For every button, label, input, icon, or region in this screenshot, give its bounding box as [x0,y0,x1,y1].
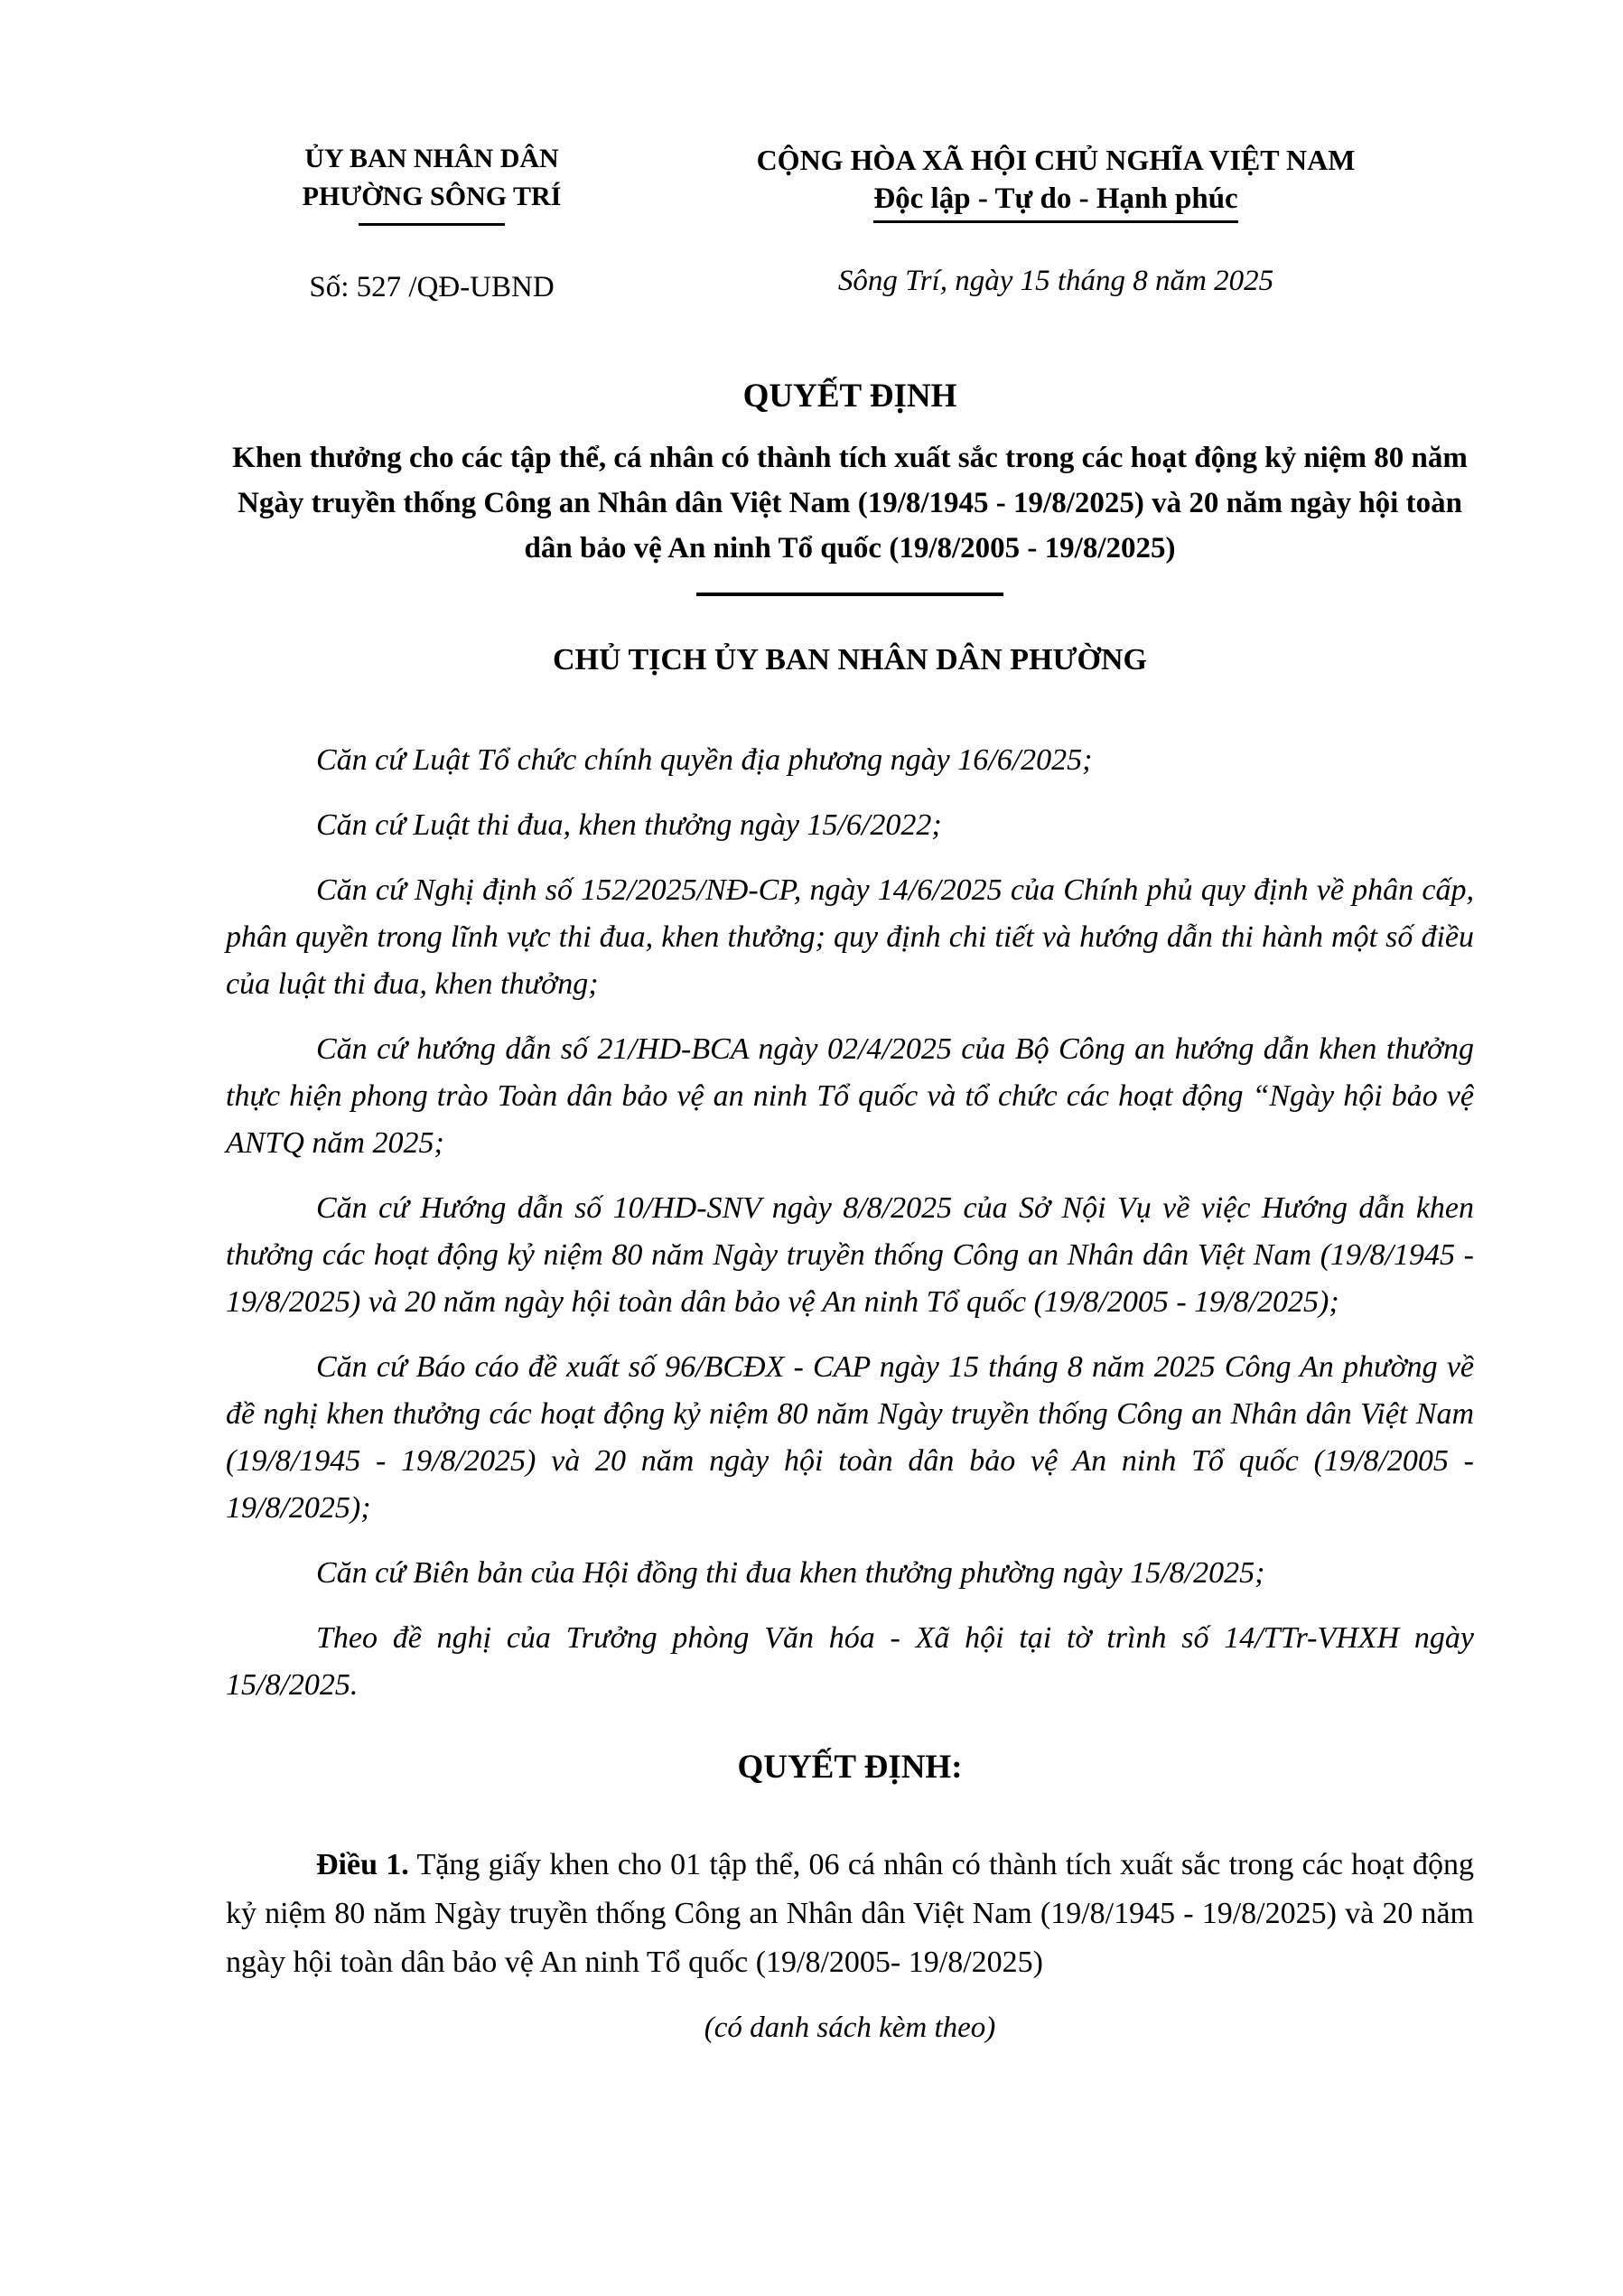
document-subtitle: Khen thưởng cho các tập thể, cá nhân có thành tích xuất sắc trong các hoạt động kỷ niệm 80 năm Ngày truyền thống Công an Nhân dân Việt Nam (19/8/1945 - 19/8/2025) và 20 năm ngày hội toàn dân bảo vệ An ninh Tổ quốc (19/8/2005 - 19/8/2025) [232,442,1468,565]
decision-heading: QUYẾT ĐỊNH: [737,1749,963,1786]
national-motto: Độc lập - Tự do - Hạnh phúc [873,180,1237,223]
recital-paragraph: Căn cứ Luật thi đua, khen thưởng ngày 15/6/2022; [316,808,942,842]
document-header [226,140,1474,307]
recital-paragraph: Căn cứ Báo cáo đề xuất số 96/BCĐX - CAP ngày 15 tháng 8 năm 2025 Công An phường về đề nghị khen thưởng các hoạt động kỷ niệm 80 năm Ngày truyền thống Công an Nhân dân Việt Nam (19/8/1945 - 19/8/2025) và 20 năm ngày hội toàn dân bảo vệ An ninh Tổ quốc (19/8/2005 - 19/8/2025); [226,1350,1474,1525]
issuing-org-line2: PHƯỜNG SÔNG TRÍ [302,182,562,211]
national-header-line: CỘNG HÒA XÃ HỘI CHỦ NGHĨA VIỆT NAM [756,144,1356,176]
national-motto-wrap [638,180,1474,223]
national-header-block [638,140,1474,301]
article-1-text: Tặng giấy khen cho 01 tập thể, 06 cá nhân có thành tích xuất sắc trong các hoạt động kỷ niệm 80 năm Ngày truyền thống Công an Nhân dân Việt Nam (19/8/1945 - 19/8/2025) và 20 năm ngày hội toàn dân bảo vệ An ninh Tổ quốc (19/8/2005- 19/8/2025) [226,1848,1475,1979]
title-divider [696,593,1003,596]
recitals-section [226,737,1474,1709]
authority-title: CHỦ TỊCH ỦY BAN NHÂN DÂN PHƯỜNG [553,643,1147,677]
issuing-org-block [226,140,638,307]
recital-paragraph: Theo đề nghị của Trưởng phòng Văn hóa - Xã hội tại tờ trình số 14/TTr-VHXH ngày 15/8/2025. [226,1621,1474,1702]
recital-paragraph: Căn cứ Hướng dẫn số 10/HD-SNV ngày 8/8/2025 của Sở Nội Vụ về việc Hướng dẫn khen thưởng các hoạt động kỷ niệm 80 năm Ngày truyền thống Công an Nhân dân Việt Nam (19/8/1945 - 19/8/2025) và 20 năm ngày hội toàn dân bảo vệ An ninh Tổ quốc (19/8/2005 - 19/8/2025); [226,1191,1474,1319]
attachment-note: (có danh sách kèm theo) [704,2011,996,2044]
place-date-line: Sông Trí, ngày 15 tháng 8 năm 2025 [837,265,1274,297]
issuing-org-line1: ỦY BAN NHÂN DÂN [304,144,559,173]
recital-paragraph: Căn cứ Nghị định số 152/2025/NĐ-CP, ngày 14/6/2025 của Chính phủ quy định về phân cấp, phân quyền trong lĩnh vực thi đua, khen thưởng; quy định chi tiết và hướng dẫn thi hành một số điều của luật thi đua, khen thưởng; [226,873,1474,1001]
document-title: QUYẾT ĐỊNH [742,378,957,415]
article-1-paragraph [226,1841,1474,1987]
document-number: Số: 527 /QĐ-UBND [309,271,555,303]
recital-paragraph: Căn cứ Luật Tổ chức chính quyền địa phương ngày 16/6/2025; [316,743,1093,777]
issuing-org-divider [359,223,505,226]
recital-paragraph: Căn cứ hướng dẫn số 21/HD-BCA ngày 02/4/2025 của Bộ Công an hướng dẫn khen thưởng thực hiện phong trào Toàn dân bảo vệ an ninh Tổ quốc và tổ chức các hoạt động “Ngày hội bảo vệ ANTQ năm 2025; [226,1032,1474,1160]
article-1-label: Điều 1. [316,1848,409,1881]
recital-paragraph: Căn cứ Biên bản của Hội đồng thi đua khen thưởng phường ngày 15/8/2025; [316,1556,1265,1590]
